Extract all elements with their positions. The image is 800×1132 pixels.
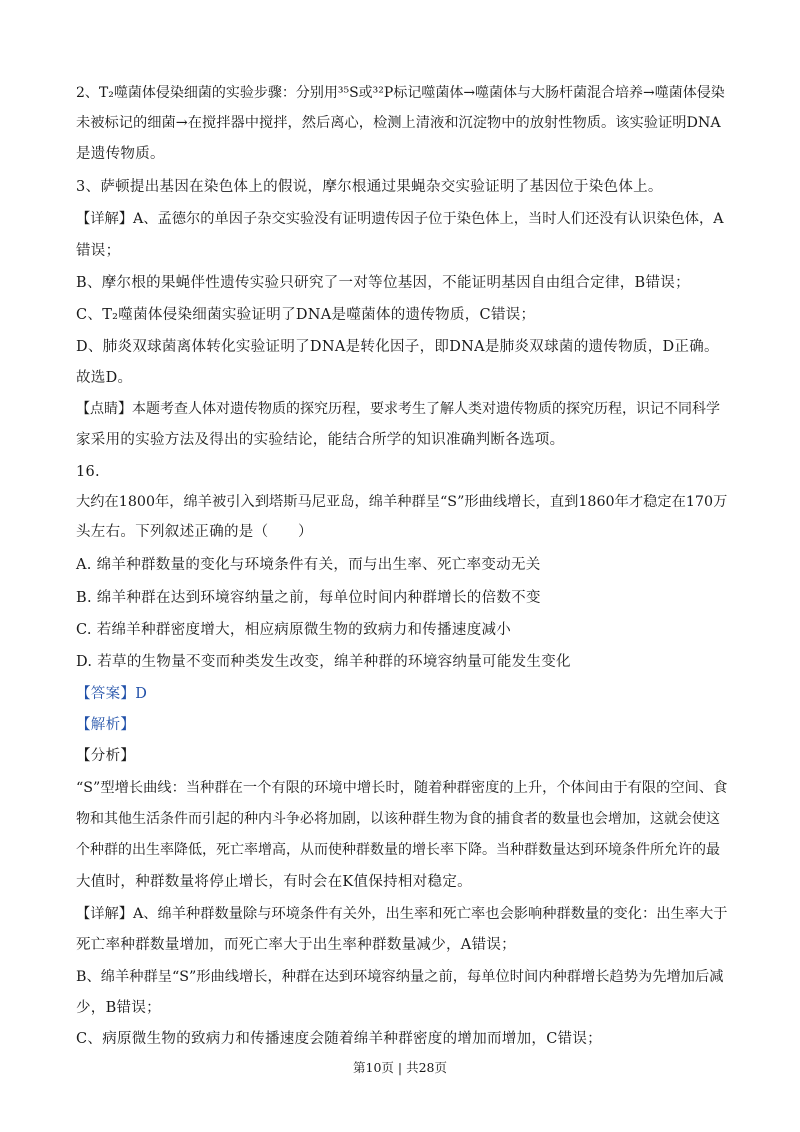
answer-label: 【答案】D <box>76 686 148 702</box>
text-line: 2、T₂噬菌体侵染细菌的实验步骤：分别用³⁵S或³²P标记噬菌体→噬菌体与大肠杆菌混合培养→噬菌体侵染 <box>76 85 725 101</box>
question-stem: 大约在1800年，绵羊被引入到塔斯马尼亚岛，绵羊种群呈“S”形曲线增长，直到1860年才稳定在170万 <box>76 494 728 510</box>
page-footer: 第10页 | 共28页 <box>353 1060 447 1075</box>
analysis-label: 【解析】 <box>76 717 136 733</box>
text-line: “S”型增长曲线：当种群在一个有限的环境中增长时，随着种群密度的上升，个体间由于有限的空间、食 <box>76 780 728 796</box>
option-a: A. 绵羊种群数量的变化与环境条件有关，而与出生率、死亡率变动无关 <box>76 557 541 573</box>
text-line: 【点睛】本题考查人体对遗传物质的探究历程，要求考生了解人类对遗传物质的探究历程，识记不同科学 <box>76 401 720 417</box>
text-line: 错误； <box>76 243 121 259</box>
text-line: 3、萨顿提出基因在染色体上的假说，摩尔根通过果蝇杂交实验证明了基因位于染色体上。 <box>76 179 663 195</box>
text-line: 物和其他生活条件而引起的种内斗争必将加剧，以该种群生物为食的捕食者的数量也会增加，这就会使这 <box>76 811 720 827</box>
text-line: 未被标记的细菌→在搅拌器中搅拌，然后离心，检测上清液和沉淀物中的放射性物质。该实验证明DNA <box>76 115 721 131</box>
text-line: B、摩尔根的果蝇伴性遗传实验只研究了一对等位基因，不能证明基因自由组合定律，B错误； <box>76 275 690 291</box>
text-line: 家采用的实验方法及得出的实验结论，能结合所学的知识准确判断各选项。 <box>76 432 565 448</box>
text-line: C、病原微生物的致病力和传播速度会随着绵羊种群密度的增加而增加，C错误； <box>76 1031 602 1047</box>
text-line: 【详解】A、绵羊种群数量除与环境条件有关外，出生率和死亡率也会影响种群数量的变化：出生率大于 <box>76 906 728 922</box>
option-c: C. 若绵羊种群密度增大，相应病原微生物的致病力和传播速度减小 <box>76 622 512 638</box>
text-line: 【详解】A、孟德尔的单因子杂交实验没有证明遗传因子位于染色体上，当时人们还没有认识染色体，A <box>76 211 724 227</box>
text-line: 故选D。 <box>76 370 133 386</box>
text-line: B、绵羊种群呈“S”形曲线增长，种群在达到环境容纳量之前，每单位时间内种群增长趋势为先增加后减 <box>76 969 724 985</box>
text-line: D、肺炎双球菌离体转化实验证明了DNA是转化因子，即DNA是肺炎双球菌的遗传物质，D正确。 <box>76 339 719 355</box>
text-line: 少，B错误； <box>76 1000 161 1016</box>
option-b: B. 绵羊种群在达到环境容纳量之前，每单位时间内种群增长的倍数不变 <box>76 590 541 606</box>
text-line: 【分析】 <box>76 748 136 764</box>
text-line: 大值时，种群数量将停止增长，有时会在K值保持相对稳定。 <box>76 874 472 890</box>
question-number: 16. <box>76 464 100 480</box>
question-stem: 头左右。下列叙述正确的是（ ） <box>76 524 313 540</box>
text-line: 个种群的出生率降低，死亡率增高，从而使种群数量的增长率下降。当种群数量达到环境条件所允许的最 <box>76 842 720 858</box>
text-line: 是遗传物质。 <box>76 146 165 162</box>
text-line: C、T₂噬菌体侵染细菌实验证明了DNA是噬菌体的遗传物质，C错误； <box>76 307 536 323</box>
option-d: D. 若草的生物量不变而种类发生改变，绵羊种群的环境容纳量可能发生变化 <box>76 654 571 670</box>
text-line: 死亡率种群数量增加，而死亡率大于出生率种群数量减少，A错误； <box>76 937 516 953</box>
